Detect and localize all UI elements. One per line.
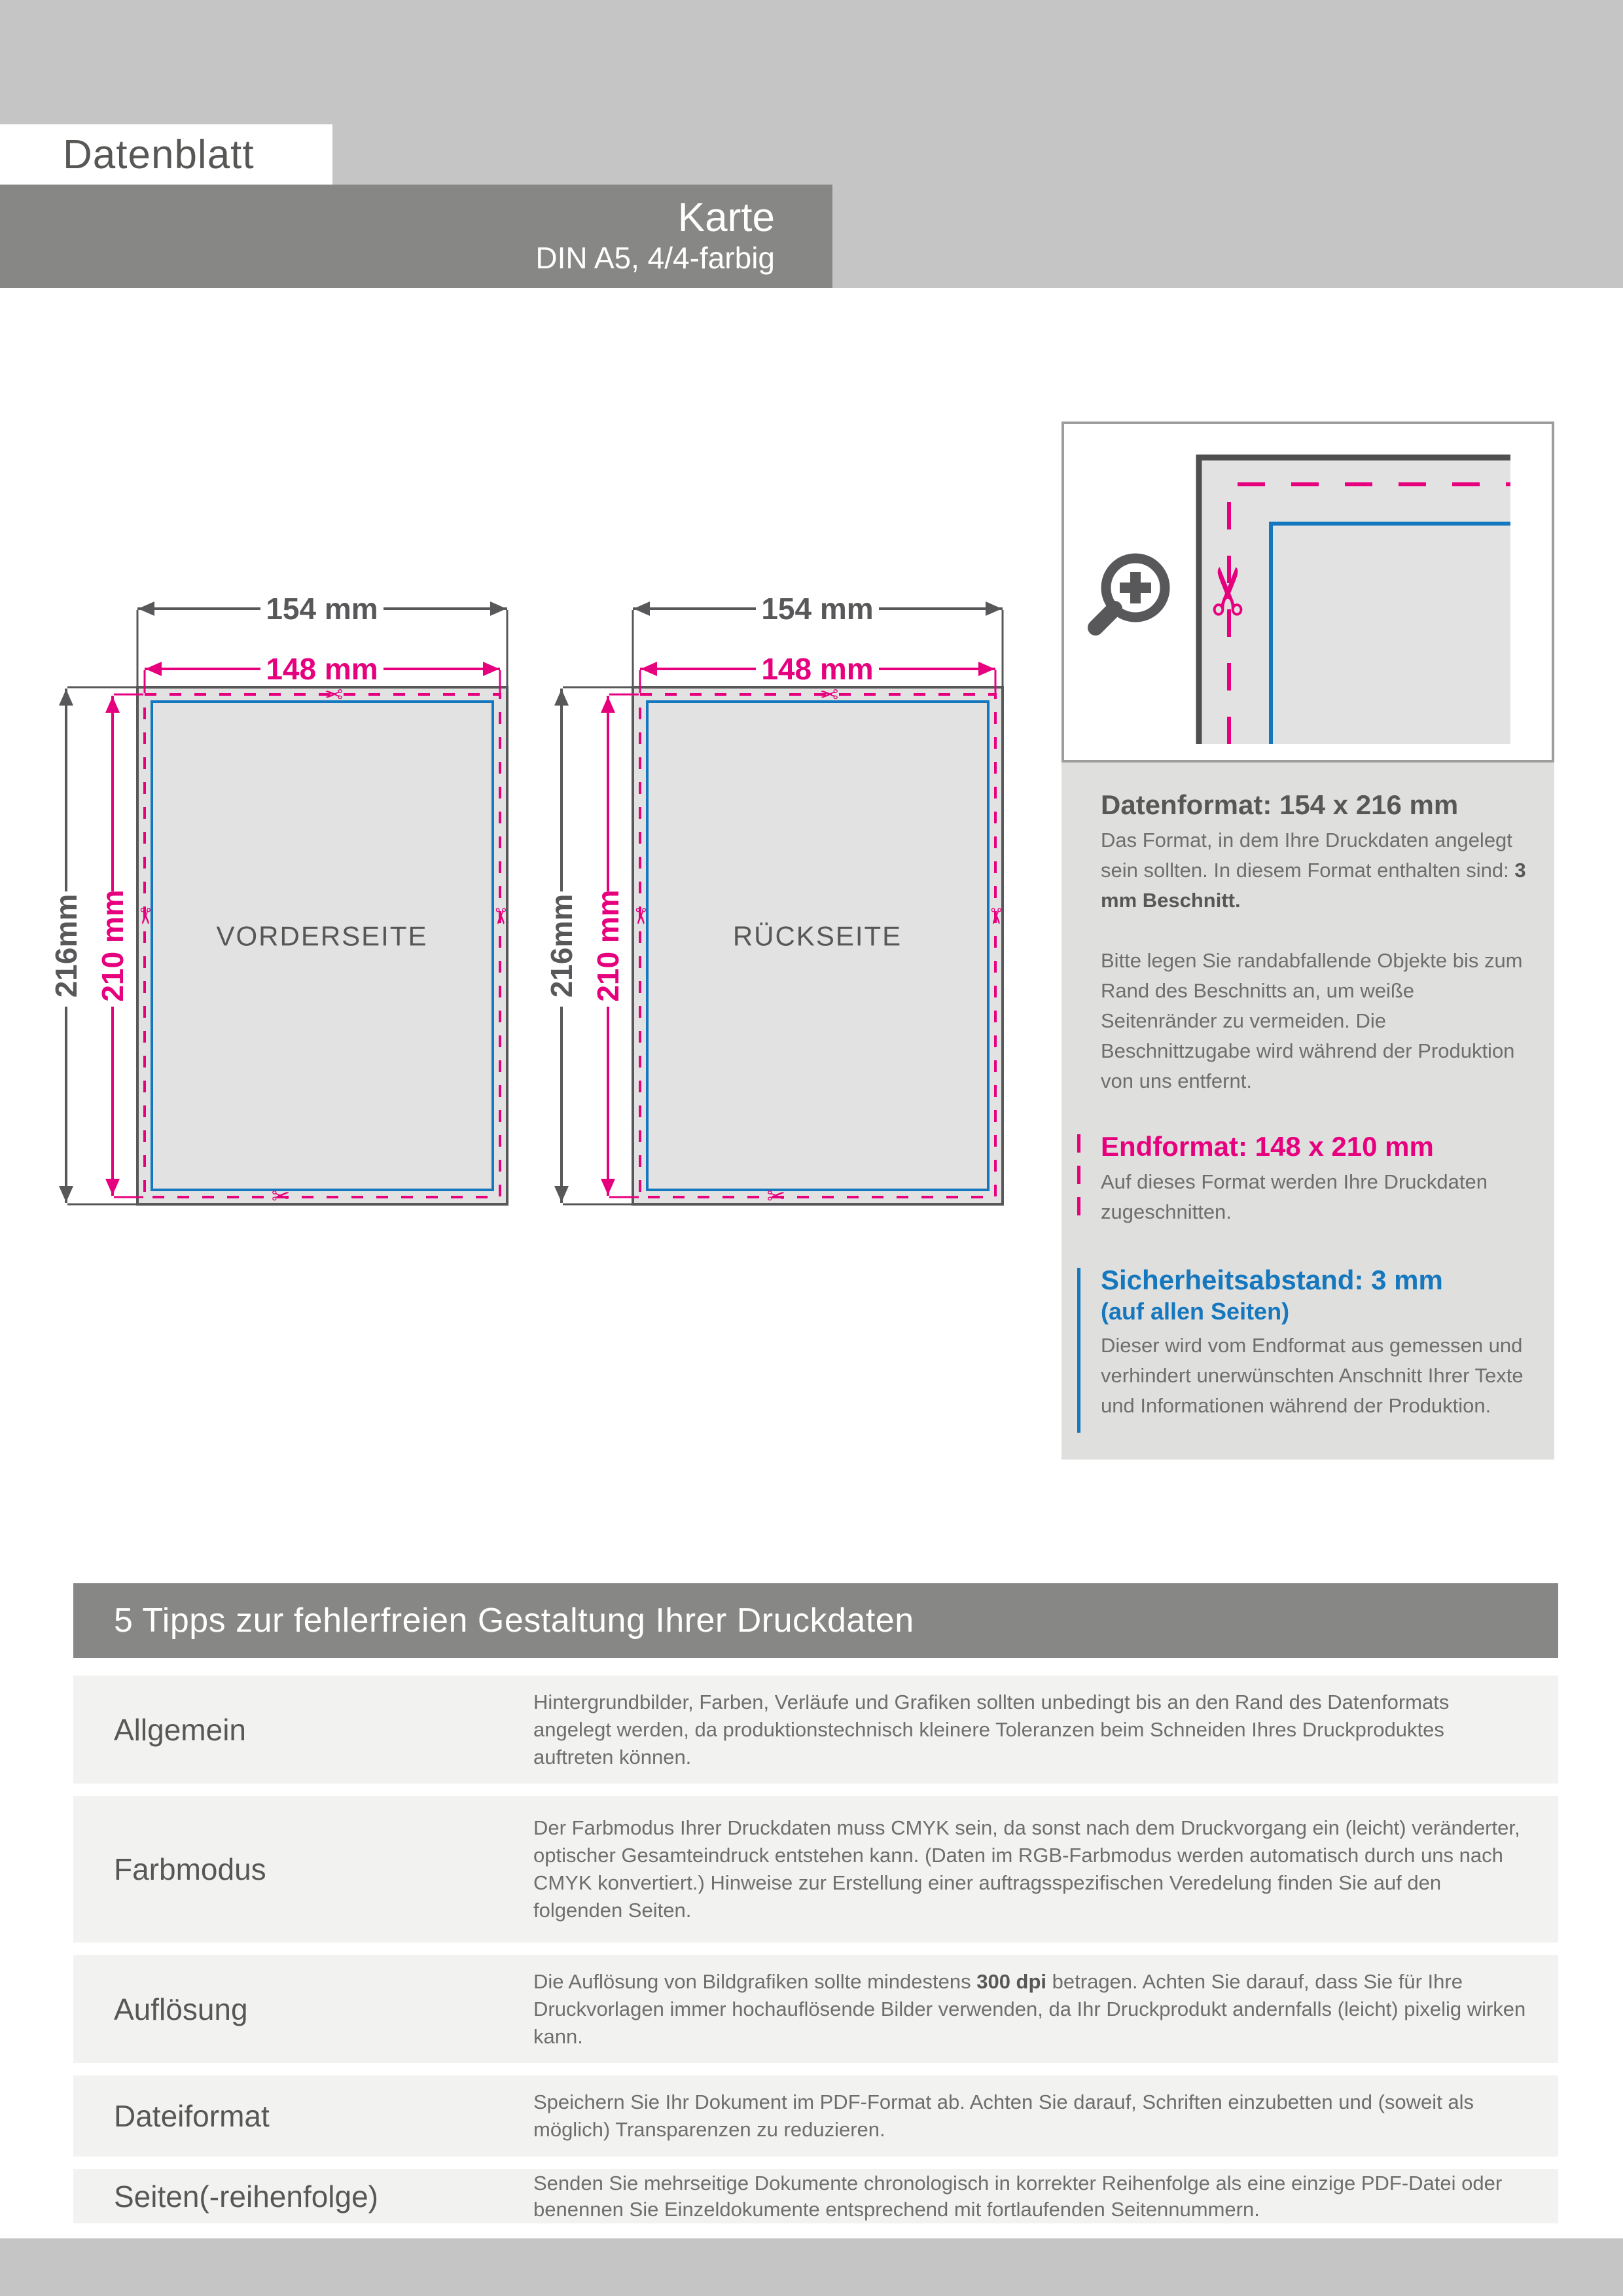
- datenformat-text-normal: Das Format, in dem Ihre Druckdaten angelegt sein sollten. In diesem Format enthalten sind:: [1101, 829, 1515, 882]
- arrowhead: [138, 601, 154, 616]
- tip-row-dateiformat: [73, 2075, 1558, 2157]
- front-card-diagram: [52, 589, 517, 1224]
- sicherheitsabstand-text: Dieser wird vom Endformat aus gemessen und verhindert unerwünschten Anschnitt Ihrer Texte und Informationen während der Produktion.: [1101, 1334, 1524, 1417]
- scissors-icon: ✂: [271, 1183, 291, 1210]
- scissors-icon: ✂: [1190, 564, 1268, 619]
- magnifier-handle: [1096, 609, 1115, 628]
- product-spec: DIN A5, 4/4-farbig: [535, 241, 775, 275]
- inner-width-label: 148 mm: [266, 652, 378, 686]
- scissors-icon: ✂: [324, 682, 344, 708]
- arrowhead: [601, 1179, 615, 1195]
- tip-text: [533, 2169, 1528, 2223]
- tip-row-allgemein: [73, 1676, 1558, 1784]
- tip-text: [533, 1955, 1528, 2063]
- arrowhead: [105, 1179, 120, 1195]
- tips-banner: [73, 1583, 1558, 1658]
- scissors-icon: ✂: [766, 1183, 786, 1210]
- tip-label: Seiten(-reihenfolge): [114, 2179, 379, 2214]
- arrowhead: [483, 662, 499, 676]
- endformat-block: [1101, 1130, 1528, 1227]
- outer-width-label: 154 mm: [761, 592, 874, 626]
- tip-row-seitenreihenfolge: [73, 2169, 1558, 2223]
- plus-icon: [1120, 572, 1151, 603]
- tip-text-post: betragen. Achten Sie darauf, dass Sie für Ihre Druckvorlagen immer hochauflösende Bilder verwenden, da Ihr Druckprodukt andernfalls (leicht) pixelig wirken kann.: [533, 1969, 1526, 2048]
- back-card-drawing: [548, 589, 1012, 1224]
- tip-text-content: Speichern Sie Ihr Dokument im PDF-Format ab. Achten Sie darauf, Schriften einzubetten und (soweit als möglich) Transparenzen zu reduzieren.: [533, 2090, 1474, 2141]
- product-name: Karte: [677, 195, 775, 240]
- scissors-icon: ✂: [819, 682, 839, 708]
- sicherheitsabstand-subtitle: (auf allen Seiten): [1101, 1298, 1290, 1325]
- datenformat-text-bold: 3 mm Beschnitt.: [1101, 859, 1526, 912]
- zoom-icon: [1096, 558, 1165, 628]
- format-info-panel: [1061, 762, 1554, 1460]
- inner-height-label: 210 mm: [591, 889, 625, 1002]
- bleed-note-text: Bitte legen Sie randabfallende Objekte bis zum Rand des Beschnitts an, um weiße Seitenränder zu vermeiden. Die Beschnittzugabe wird während der Produktion von uns entfernt.: [1101, 949, 1523, 1092]
- arrowhead: [490, 601, 507, 616]
- scissors-icon: ✂: [982, 906, 1008, 926]
- inner-height-label: 210 mm: [96, 889, 130, 1002]
- front-side-label: VORDERSEITE: [216, 920, 428, 952]
- arrowhead: [633, 601, 650, 616]
- sicherheitsabstand-block: [1101, 1264, 1528, 1421]
- tip-text-content: Senden Sie mehrseitige Dokumente chronologisch in korrekter Reihenfolge als eine einzige PDF-Datei oder benennen Sie Einzeldokumente entsprechend mit fortlaufenden Seitennummern.: [533, 2171, 1503, 2221]
- endformat-cut-marker: [1077, 1134, 1080, 1218]
- corner-zoom-drawing: [1064, 424, 1552, 760]
- tip-row-farbmodus: [73, 1796, 1558, 1943]
- tip-label: Allgemein: [114, 1712, 246, 1747]
- tip-label: Auflösung: [114, 1992, 248, 2026]
- tip-row-aufloesung: [73, 1955, 1558, 2063]
- back-card-diagram: [548, 589, 1012, 1224]
- outer-height-label: 216mm: [52, 893, 83, 998]
- tip-text-content: Der Farbmodus Ihrer Druckdaten muss CMYK sein, da sonst nach dem Druckvorgang ein (leicht) veränderter, optischer Gesamteindruck entstehen kann. (Daten im RGB-Farbmodus werden automatisch durch uns nach CMYK konvertiert.) Hinweise zur Erstellung einer auftragsspezifischen Veredelung finden Sie auf den folgenden Seiten.: [533, 1816, 1520, 1922]
- arrowhead: [554, 1186, 569, 1202]
- outer-height-label: 216mm: [548, 893, 579, 998]
- arrowhead: [59, 689, 73, 706]
- arrowhead: [554, 689, 569, 706]
- tip-text: [533, 2075, 1528, 2157]
- outer-width-label: 154 mm: [266, 592, 378, 626]
- tips-title: 5 Tipps zur fehlerfreien Gestaltung Ihrer Druckdaten: [114, 1602, 914, 1640]
- scissors-icon: ✂: [487, 906, 513, 926]
- document-type-label: Datenblatt: [63, 132, 255, 177]
- back-side-label: RÜCKSEITE: [732, 920, 902, 952]
- arrowhead: [105, 696, 120, 713]
- tip-text-content: Hintergrundbilder, Farben, Verläufe und Grafiken sollten unbedingt bis an den Rand des Datenformats angelegt werden, da produktionstechnisch kleinere Toleranzen beim Schneiden Ihres Druckproduktes auftreten können.: [533, 1690, 1450, 1768]
- datenformat-text: [1101, 825, 1528, 916]
- arrowhead: [641, 662, 657, 676]
- tip-text-pre: Die Auflösung von Bildgrafiken sollte mindestens: [533, 1969, 977, 1993]
- tip-text-content: [533, 1968, 1528, 2051]
- arrowhead: [986, 601, 1002, 616]
- tip-text: [533, 1796, 1528, 1943]
- datenformat-block: [1101, 789, 1528, 1096]
- arrowhead: [978, 662, 995, 676]
- sicherheitsabstand-title: Sicherheitsabstand: 3 mm: [1101, 1265, 1443, 1295]
- datenformat-title: Datenformat: 154 x 216 mm: [1101, 789, 1459, 820]
- tip-label: Farbmodus: [114, 1852, 266, 1886]
- arrowhead: [601, 696, 615, 713]
- scissors-icon: ✂: [132, 906, 158, 926]
- endformat-text: Auf dieses Format werden Ihre Druckdaten zugeschnitten.: [1101, 1170, 1488, 1223]
- zoom-detail-panel: [1061, 422, 1554, 762]
- tip-label: Dateiformat: [114, 2099, 270, 2133]
- endformat-title: Endformat: 148 x 210 mm: [1101, 1131, 1434, 1162]
- front-card-drawing: [52, 589, 517, 1224]
- footer-band: [0, 2238, 1623, 2296]
- arrowhead: [145, 662, 162, 676]
- inner-width-label: 148 mm: [761, 652, 874, 686]
- safety-line-marker: [1077, 1268, 1080, 1433]
- scissors-icon: ✂: [627, 906, 653, 926]
- tip-text: [533, 1676, 1528, 1784]
- arrowhead: [59, 1186, 73, 1202]
- document-type-box: [0, 124, 332, 185]
- product-title-banner: [0, 185, 832, 288]
- tip-text-bold: 300 dpi: [976, 1969, 1047, 1993]
